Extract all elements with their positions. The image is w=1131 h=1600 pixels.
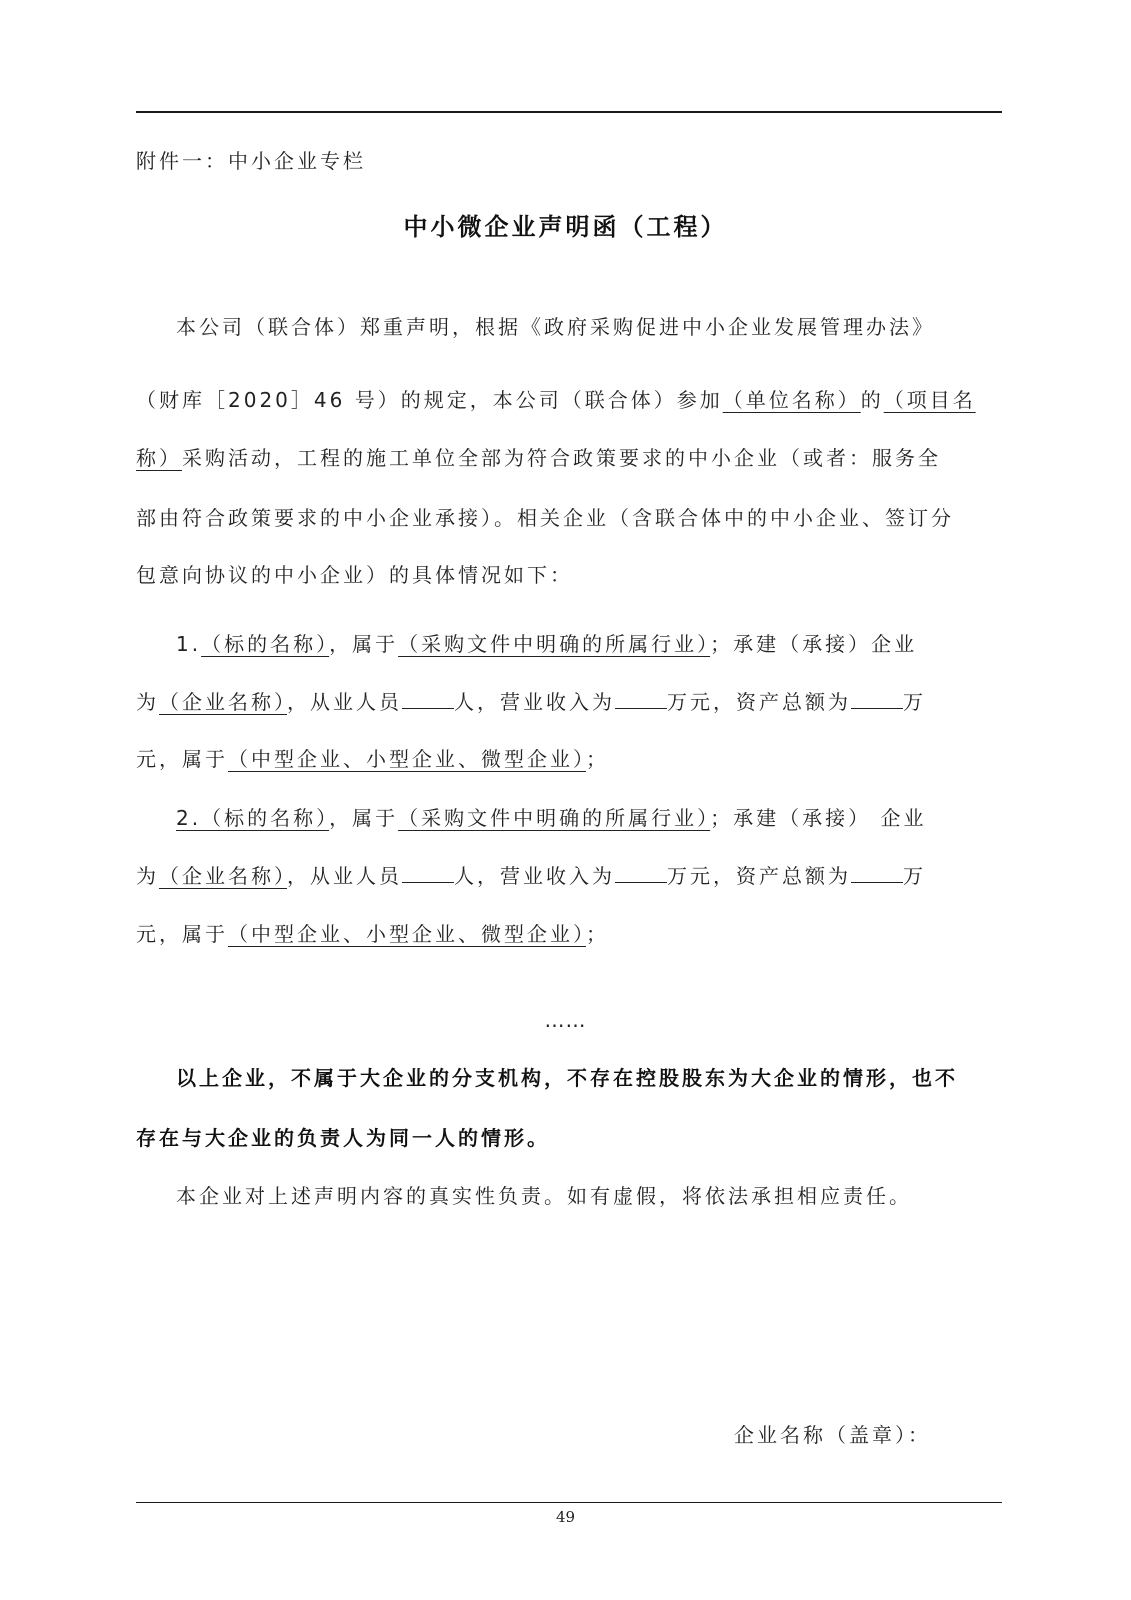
- unit-name-field: （单位名称）: [722, 388, 861, 412]
- item1-line-2: [136, 688, 926, 716]
- subject-name-field: （标的名称）: [201, 632, 330, 656]
- item-number: 2.: [176, 806, 202, 830]
- item-text: 万元，资产总额为: [667, 690, 851, 714]
- item-text: 元，属于: [136, 922, 228, 946]
- item-text: ；: [586, 747, 609, 771]
- industry-field: （采购文件中明确的所属行业）: [398, 632, 711, 656]
- subject-name-field: （标的名称）: [201, 806, 330, 830]
- item1-line-1: [176, 630, 917, 658]
- revenue-blank: [615, 690, 667, 709]
- revenue-blank: [615, 864, 667, 883]
- page-number: 49: [555, 1508, 576, 1526]
- item2-line-3: [136, 920, 609, 948]
- employees-blank: [402, 864, 454, 883]
- item-number: 1.: [176, 632, 202, 656]
- item-text: 人，营业收入为: [454, 690, 615, 714]
- item-text: 元，属于: [136, 747, 228, 771]
- assets-blank: [851, 864, 903, 883]
- responsibility-statement: 本企业对上述声明内容的真实性负责。如有虚假，将依法承担相应责任。: [176, 1184, 912, 1208]
- item-text: 人，营业收入为: [454, 864, 615, 888]
- item-text: ，从业人员: [287, 864, 402, 888]
- enterprise-type-field: （中型企业、小型企业、微型企业）: [228, 922, 586, 946]
- item-text: 万: [903, 690, 926, 714]
- intro-text: （财库［2020］46 号）的规定，本公司（联合体）参加: [136, 388, 723, 412]
- header-rule: [136, 111, 1002, 113]
- statement-line-1: 以上企业，不属于大企业的分支机构，不存在控股股东为大企业的情形，也不: [176, 1066, 958, 1090]
- item-text: ，属于: [329, 632, 399, 656]
- intro-line-4: 部由符合政策要求的中小企业承接）。相关企业（含联合体中的中小企业、签订分: [136, 506, 954, 530]
- employees-blank: [402, 690, 454, 709]
- item-text: 为: [136, 690, 159, 714]
- attachment-label: 附件一：中小企业专栏: [136, 149, 366, 173]
- company-name-field: （企业名称）: [159, 864, 287, 888]
- item-text: 万元，资产总额为: [667, 864, 851, 888]
- item-text: ；承建（承接） 企业: [710, 806, 927, 830]
- item-text: 为: [136, 864, 159, 888]
- assets-blank: [851, 690, 903, 709]
- intro-line-1: 本公司（联合体）郑重声明，根据《政府采购促进中小企业发展管理办法》: [176, 315, 935, 339]
- industry-field: （采购文件中明确的所属行业）: [398, 806, 711, 830]
- document-title: 中小微企业声明函（工程）: [403, 213, 728, 241]
- statement-line-2: 存在与大企业的负责人为同一人的情形。: [136, 1126, 550, 1150]
- item2-line-2: [136, 862, 926, 890]
- company-name-field: （企业名称）: [159, 690, 287, 714]
- intro-line-3: [136, 444, 941, 472]
- item-text: ，属于: [329, 806, 399, 830]
- intro-line-2: [136, 386, 976, 414]
- item2-line-1: [176, 804, 926, 832]
- project-name-field: （项目名: [883, 388, 976, 412]
- item-text: 万: [903, 864, 926, 888]
- intro-text: 的: [860, 388, 884, 412]
- intro-text: 采购活动，工程的施工单位全部为符合政策要求的中小企业（或者：服务全: [182, 446, 941, 470]
- ellipsis: ……: [544, 1008, 587, 1032]
- enterprise-type-field: （中型企业、小型企业、微型企业）: [228, 747, 586, 771]
- project-name-field: 称）: [136, 446, 182, 470]
- item-text: ；承建（承接）企业: [710, 632, 918, 656]
- item1-line-3: [136, 745, 609, 773]
- intro-line-5: 包意向协议的中小企业）的具体情况如下：: [136, 563, 573, 587]
- signature-label: 企业名称（盖章）：: [734, 1423, 931, 1447]
- item-text: ；: [586, 922, 609, 946]
- item-text: ，从业人员: [287, 690, 402, 714]
- footer-rule: [136, 1502, 1002, 1503]
